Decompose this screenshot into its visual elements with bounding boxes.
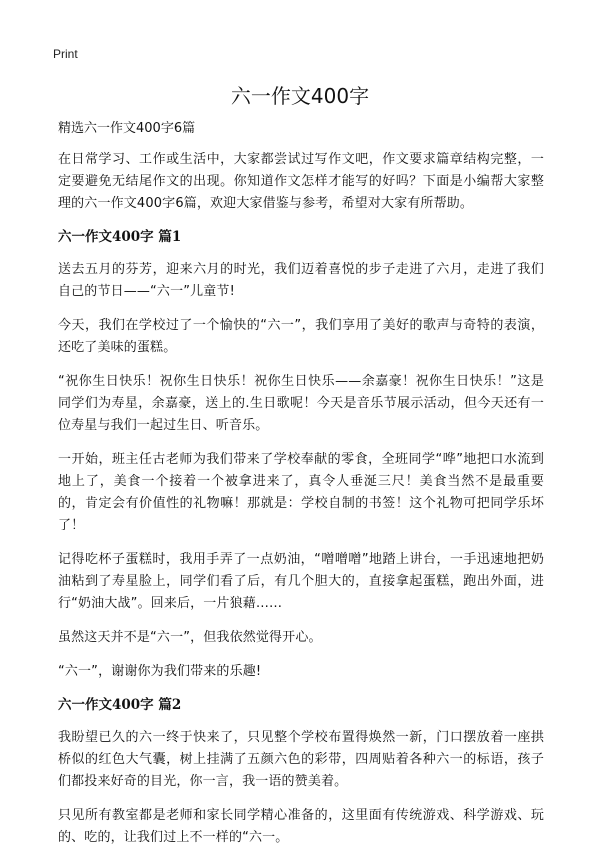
article-body [58, 120, 544, 861]
article-subtitle: 精选六一作文400字6篇 [58, 121, 196, 136]
section-1-paragraph-7: “六一”，谢谢你为我们带来的乐趣! [58, 664, 262, 679]
section-2-paragraph-2: 只见所有教室都是老师和家长同学精心准备的，这里面有传统游戏、科学游戏、玩的、吃的，让我们过上不一样的“六一。 [58, 808, 544, 845]
section-1-paragraph-3: “祝你生日快乐！祝你生日快乐！祝你生日快乐——余嘉豪！祝你生日快乐！”这是同学们为寿星，余嘉豪，送上的.生日歌呢！今天是音乐节展示活动，但今天还有一位寿星与我们一起过生日、听音乐。 [58, 374, 544, 433]
section-1-paragraph-4: 一开始，班主任古老师为我们带来了学校奉献的零食，全班同学“哗”地把口水流到地上了，美食一个接着一个被拿进来了，真令人垂涎三尺！美食当然不是最重要的，肯定会有价值性的礼物嘛！那就是：学校自制的书签！这个礼物可把同学乐坏了！ [58, 452, 544, 533]
section-1-paragraph-1: 送去五月的芬芳，迎来六月的时光，我们迈着喜悦的步子走进了六月，走进了我们自己的节日——“六一”儿童节! [58, 262, 544, 299]
page-title: 六一作文400字 [230, 84, 370, 108]
section-heading-2: 六一作文400字 篇2 [58, 697, 182, 713]
section-1-paragraph-2: 今天，我们在学校过了一个愉快的“六一”，我们享用了美好的歌声与奇特的表演，还吃了美味的蛋糕。 [58, 318, 544, 355]
section-heading-1: 六一作文400字 篇1 [58, 229, 182, 245]
section-1-paragraph-5: 记得吃杯子蛋糕时，我用手弄了一点奶油，“噌噌噌”地踏上讲台，一手迅速地把奶油粘到了寿星脸上，同学们看了后，有几个胆大的，直接拿起蛋糕，跑出外面，进行“奶油大战”。回来后，一片狼藉…… [58, 552, 544, 611]
intro-paragraph: 在日常学习、工作或生活中，大家都尝试过写作文吧，作文要求篇章结构完整，一定要避免无结尾作文的出现。你知道作文怎样才能写的好吗？下面是小编帮大家整理的六一作文400字6篇，欢迎大家借鉴与参考，希望对大家有所帮助。 [58, 152, 544, 211]
section-2-paragraph-1: 我盼望已久的六一终于快来了，只见整个学校布置得焕然一新，门口摆放着一座拱桥似的红色大气囊，树上挂满了五颜六色的彩带，四周贴着各种六一的标语，孩子们都投来好奇的目光，你一言，我一语的赞美着。 [58, 730, 544, 789]
print-link[interactable]: Print [53, 47, 78, 61]
section-1-paragraph-6: 虽然这天并不是“六一”，但我依然觉得开心。 [58, 630, 322, 645]
